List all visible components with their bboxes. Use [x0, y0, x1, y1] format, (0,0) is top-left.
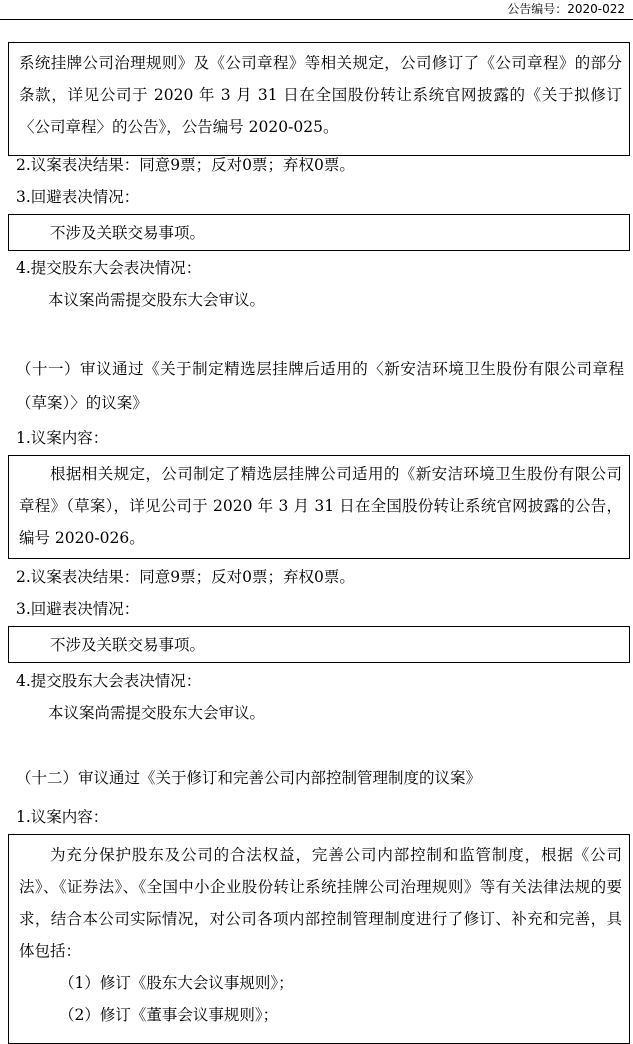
avoid-vote-box	[8, 626, 630, 663]
section-heading: （十二）审议通过《关于修订和完善公司内部控制管理制度的议案》	[16, 769, 482, 787]
avoid-vote-label: 3.回避表决情况：	[16, 600, 140, 618]
page-header	[0, 0, 633, 20]
avoid-vote-text: 不涉及关联交易事项。	[50, 636, 206, 654]
list-item: （2）修订《董事会议事规则》；	[59, 1006, 279, 1024]
content-label: 1.议案内容：	[16, 429, 109, 447]
doc-number: 公告编号：2020-022	[507, 2, 625, 16]
avoid-vote-box	[8, 214, 630, 251]
vote-result: 2.议案表决结果：同意9票；反对0票；弃权0票。	[16, 568, 355, 586]
proposal-content-box	[8, 834, 630, 1044]
submit-label: 4.提交股东大会表决情况：	[16, 672, 202, 690]
proposal-content-box	[8, 42, 630, 156]
section-heading: （十一）审议通过《关于制定精选层挂牌后适用的〈新安洁环境卫生股份有限公司章程（草案）〉的议案》	[16, 360, 624, 412]
proposal-content-text: 为充分保护股东及公司的合法权益，完善公司内部控制和监管制度，根据《公司法》、《证券法》、《全国中小企业股份转让系统挂牌公司治理规则》等有关法律法规的要求，结合本公司实际情况，对公司各项内部控制管理制度进行了修订、补充和完善，具体包括：	[19, 846, 622, 960]
avoid-vote-label: 3.回避表决情况：	[16, 188, 140, 206]
submit-text: 本议案尚需提交股东大会审议。	[48, 704, 266, 722]
list-item: （1）修订《股东大会议事规则》；	[59, 974, 294, 992]
content-label: 1.议案内容：	[16, 808, 109, 826]
submit-label: 4.提交股东大会表决情况：	[16, 259, 202, 277]
submit-text: 本议案尚需提交股东大会审议。	[48, 291, 266, 309]
avoid-vote-text: 不涉及关联交易事项。	[50, 224, 206, 242]
vote-result: 2.议案表决结果：同意9票；反对0票；弃权0票。	[16, 156, 355, 174]
proposal-content-box	[8, 455, 630, 559]
proposal-content-text: 系统挂牌公司治理规则》及《公司章程》等相关规定，公司修订了《公司章程》的部分条款，详见公司于 2020 年 3 月 31 日在全国股份转让系统官网披露的《关于拟修订〈公司章程〉的公告》，公告编号 2020-025。	[19, 54, 622, 136]
proposal-content-text: 根据相关规定，公司制定了精选层挂牌公司适用的《新安洁环境卫生股份有限公司章程》（草案），详见公司于 2020 年 3 月 31 日在全国股份转让系统官网披露的公告，编号 2020-026。	[19, 465, 622, 547]
